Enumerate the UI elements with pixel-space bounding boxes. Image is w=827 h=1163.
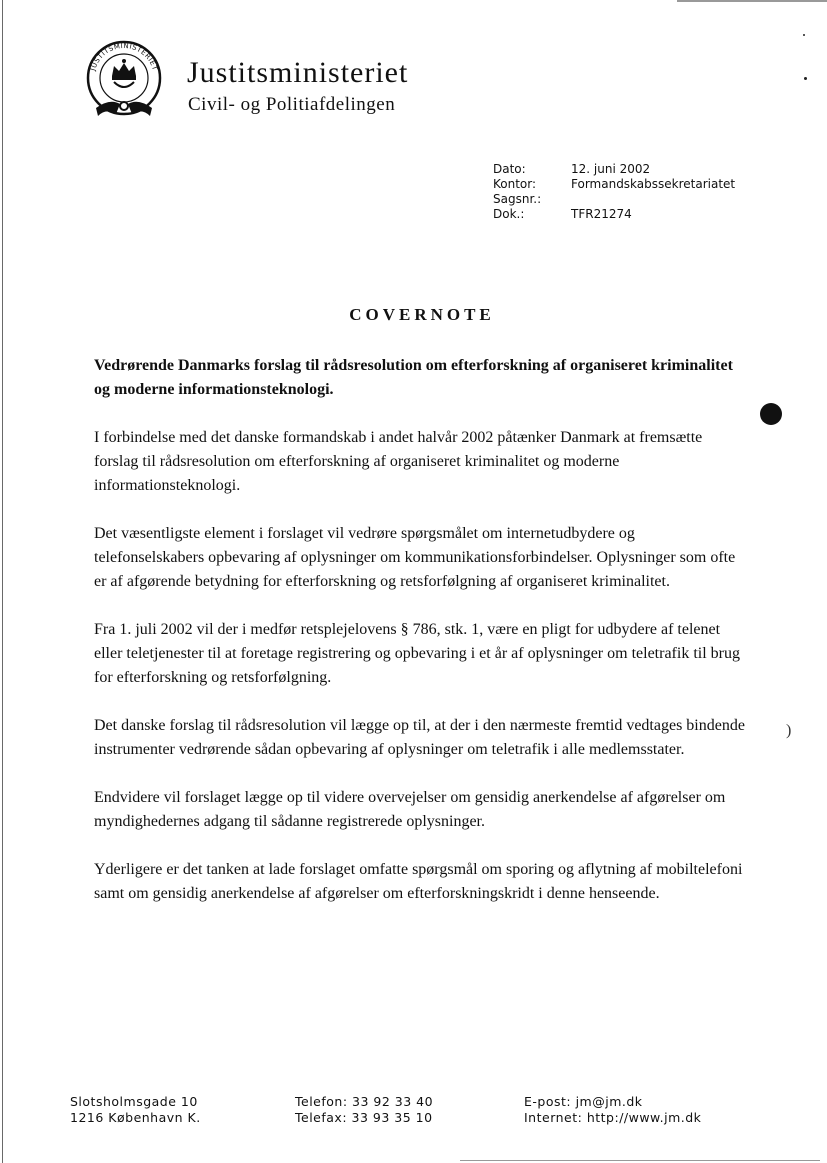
meta-value: Formandskabssekretariatet <box>571 177 736 191</box>
address-street: Slotsholmsgade 10 <box>70 1094 198 1109</box>
department-name: Civil- og Politiafdelingen <box>188 94 396 115</box>
document-title: COVERNOTE <box>349 305 495 324</box>
scan-mark: ) <box>786 722 792 739</box>
footer-contact <box>524 1094 701 1126</box>
document-meta <box>493 162 735 222</box>
address-city: 1216 København K. <box>70 1110 201 1125</box>
meta-row-office <box>493 177 735 192</box>
scan-speck <box>804 77 807 80</box>
ministry-name: Justitsministeriet <box>187 56 409 89</box>
document-body <box>94 354 746 930</box>
body-paragraph: Endvidere vil forslaget lægge op til videre overvejelser om gensidig anerkendelse af afgørelser om myndighedernes adgang til sådanne registrerede oplysninger. <box>94 789 726 830</box>
meta-label: Sagsnr.: <box>493 192 542 206</box>
punch-hole-mark <box>760 403 782 425</box>
body-paragraph: Det danske forslag til rådsresolution vil lægge op til, at der i den nærmeste fremtid vedtages bindende instrumenter vedrørende sådan opbevaring af oplysninger om teletrafik i alle medlemsstater. <box>94 717 745 758</box>
subject-line: Vedrørende Danmarks forslag til rådsresolution om efterforskning af organiseret kriminalitet og moderne informationsteknologi. <box>94 357 733 398</box>
svg-text:JUSTITSMINISTERIET: JUSTITSMINISTERIET <box>89 41 159 72</box>
body-paragraph: Fra 1. juli 2002 vil der i medfør retsplejelovens § 786, stk. 1, være en pligt for udbydere af telenet eller teletjenester til at foretage registrering og opbevaring i et år af oplysninger om teletrafik til brug for efterforskning og retsforfølgning. <box>94 621 740 686</box>
phone-number: Telefon: 33 92 33 40 <box>295 1094 434 1109</box>
scan-bottom-line <box>460 1160 820 1161</box>
body-paragraph: Det væsentligste element i forslaget vil vedrøre spørgsmålet om internetudbydere og telefonselskabers opbevaring af oplysninger om kommunikationsforbindelser. Oplysninger som ofte er af afgørende betydning for efterforskning og retsforfølgning af organiseret kriminalitet. <box>94 525 736 590</box>
scan-edge-line <box>2 0 3 1163</box>
fax-number: Telefax: 33 93 35 10 <box>295 1110 433 1125</box>
meta-value: TFR21274 <box>571 207 632 221</box>
scan-top-artifact <box>677 0 827 2</box>
meta-row-case <box>493 192 735 207</box>
scan-speck <box>803 34 805 36</box>
body-paragraph: I forbindelse med det danske formandskab i andet halvår 2002 påtænker Danmark at fremsætte forslag til rådsresolution om efterforskning af organiseret kriminalitet og moderne informationsteknologi. <box>94 429 703 494</box>
meta-row-doc <box>493 207 735 222</box>
footer-address <box>70 1094 201 1126</box>
meta-label: Dok.: <box>493 207 525 221</box>
ministry-seal-icon <box>76 34 172 118</box>
meta-row-date <box>493 162 735 177</box>
meta-label: Dato: <box>493 162 526 176</box>
meta-value: 12. juni 2002 <box>571 162 651 176</box>
website-url: Internet: http://www.jm.dk <box>524 1110 702 1125</box>
body-paragraph: Yderligere er det tanken at lade forslaget omfatte spørgsmål om sporing og aflytning af mobiltelefoni samt om gensidig anerkendelse af afgørelser om efterforskningskridt i denne henseende. <box>94 861 743 902</box>
email-address: E-post: jm@jm.dk <box>524 1094 643 1109</box>
footer-phone <box>295 1094 433 1126</box>
meta-label: Kontor: <box>493 177 537 191</box>
